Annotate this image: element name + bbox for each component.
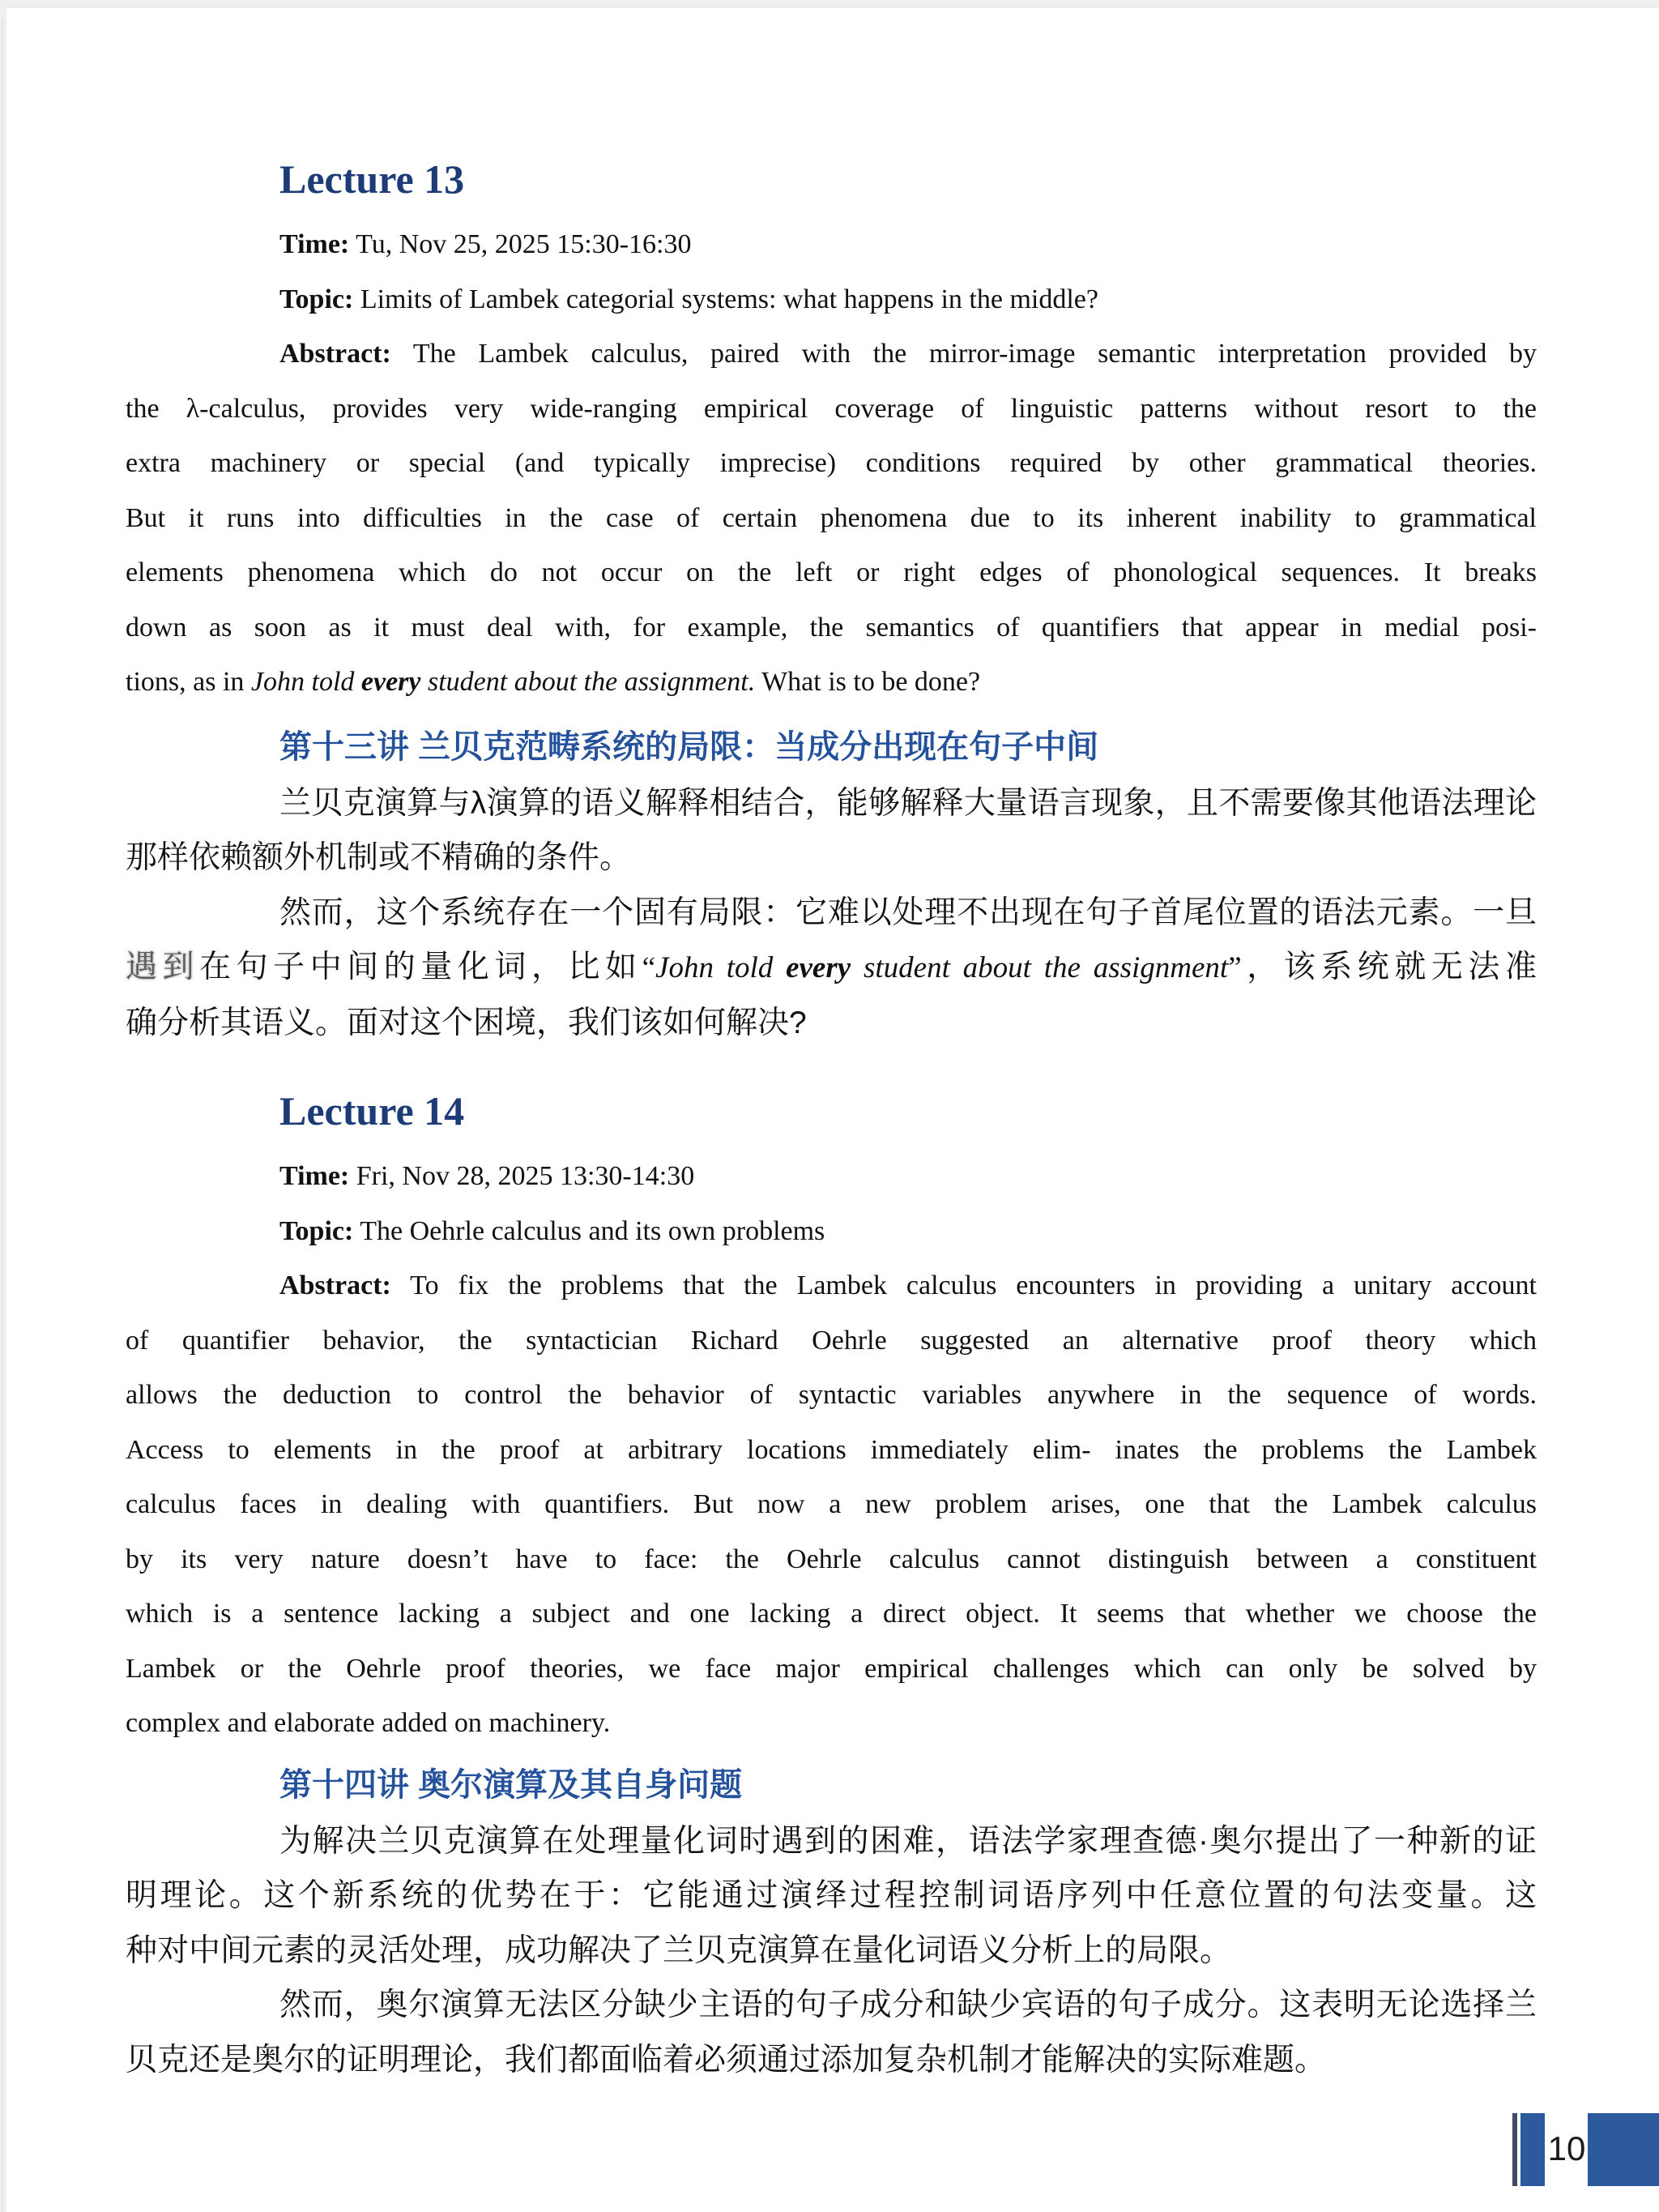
text-segment: tions, as in: [126, 667, 251, 697]
lecture-section-14: [126, 1086, 1537, 2087]
text-segment: 贝克还是奥尔的证明理论，我们都面临着必须通过添加复杂机制才能解决的实际难题。: [126, 2042, 1327, 2077]
text-segment: 然而，奥尔演算无法区分缺少主语的句子成分和缺少宾语的句子成分。这表明无论选择兰: [279, 1988, 1537, 2022]
text-line: [126, 1642, 1537, 1697]
text-line: [126, 1313, 1537, 1369]
text-line: [126, 1868, 1537, 1924]
text-segment: 在句子中间的量化词，比如: [199, 950, 642, 984]
lecture-14-topic-line: [126, 1204, 1537, 1259]
right-edge-accent-bar: [1588, 2113, 1659, 2186]
lecture-14-time-line: [126, 1149, 1537, 1204]
text-segment: Abstract:: [279, 339, 391, 369]
text-segment: which is a sentence lacking a subject and one lacking a direct object. It seems that whether we choose the: [126, 1599, 1537, 1629]
thick-accent-bar: [1520, 2113, 1545, 2186]
text-line: [126, 1814, 1537, 1869]
text-segment: by its very nature doesn’t have to face: the Oehrle calculus cannot distinguish between a constituent: [126, 1544, 1537, 1574]
text-segment: 种对中间元素的灵活处理，成功解决了兰贝克演算在量化词语义分析上的局限。: [126, 1932, 1232, 1968]
text-segment: 确分析其语义。面对这个困境，我们该如何解决?: [126, 1005, 807, 1040]
text-line: [126, 382, 1537, 437]
text-line: [126, 436, 1537, 491]
lecture-13-abstract: [126, 327, 1537, 710]
page-top-edge: [0, 6, 1659, 7]
page-number: 10: [1547, 2129, 1586, 2167]
lecture-13-meta: [126, 217, 1537, 327]
text-segment: of quantifier behavior, the syntactician Richard Oehrle suggested an alternative proof theory which: [126, 1325, 1537, 1356]
text-line: [126, 1532, 1537, 1587]
footer-accent-bars: [6, 2112, 1659, 2186]
text-segment: ，该系统就无法准: [1241, 950, 1537, 984]
lecture-14-abstract: [126, 1258, 1537, 1751]
time-value: Fri, Nov 28, 2025 13:30-14:30: [349, 1161, 695, 1191]
topic-value: The Oehrle calculus and its own problems: [353, 1215, 825, 1246]
text-line: [126, 1696, 1537, 1751]
text-line: [126, 2033, 1537, 2088]
lecture-13-cn-paragraph-2: [126, 886, 1537, 1051]
text-segment: down as soon as it must deal with, for example, the semantics of quantifiers that appear in medial posi-: [126, 612, 1537, 643]
lecture-13-topic-line: [126, 272, 1537, 327]
text-segment: What is to be done?: [755, 667, 981, 697]
text-segment: Abstract:: [279, 1270, 391, 1300]
lecture-13-time-line: [126, 217, 1537, 272]
lecture-14-title: Lecture 14: [279, 1088, 465, 1134]
text-line: [126, 776, 1537, 831]
lecture-14-cn-paragraph-2: [126, 1978, 1537, 2087]
lecture-13-title: Lecture 13: [279, 156, 465, 202]
text-line: [126, 327, 1537, 382]
time-label: Time:: [279, 1161, 350, 1191]
text-segment: complex and elaborate added on machinery.: [126, 1708, 611, 1738]
time-label: Time:: [279, 229, 350, 259]
text-segment: allows the deduction to control the behavior of syntactic variables anywhere in the sequence of words.: [126, 1380, 1537, 1410]
text-line: [126, 545, 1537, 600]
lecture-14-cn-paragraph-1: [126, 1814, 1537, 1979]
text-line: [126, 1258, 1537, 1313]
thin-accent-bar: [1512, 2113, 1517, 2186]
lecture-14-meta: [126, 1149, 1537, 1258]
text-segment: To fix the problems that the Lambek calculus encounters in providing a unitary account: [390, 1270, 1537, 1300]
text-segment: calculus faces in dealing with quantifiers. But now a new problem arises, one that the Lambek calculus: [126, 1489, 1537, 1519]
text-segment: 那样依赖额外机制或不精确的条件。: [126, 840, 632, 875]
text-segment: Lambek or the Oehrle proof theories, we face major empirical challenges which can only be solved by: [126, 1653, 1537, 1684]
lecture-14-cn-section: [126, 1762, 1537, 2088]
topic-value: Limits of Lambek categorial systems: what happens in the middle?: [353, 284, 1098, 314]
text-segment: 然而，这个系统存在一个固有局限：它难以处理不出现在句子首尾位置的语法元素。一旦: [279, 895, 1537, 930]
text-segment: The Lambek calculus, paired with the mirror-image semantic interpretation provided by: [390, 339, 1537, 369]
text-segment: every: [786, 951, 851, 984]
lecture-13-cn-section: [126, 724, 1537, 1051]
document-page-surface: [6, 8, 1659, 2212]
text-segment: ”: [1228, 951, 1242, 984]
text-line: [126, 1978, 1537, 2033]
text-line: [126, 600, 1537, 655]
lecture-section-13: [126, 154, 1537, 1050]
text-line: [126, 1477, 1537, 1532]
text-segment: 为解决兰贝克演算在处理量化词时遇到的困难，语法学家理查德·奥尔提出了一种新的证: [279, 1823, 1537, 1859]
text-segment: student about the assignment.: [420, 667, 756, 697]
topic-label: Topic:: [279, 284, 354, 314]
lecture-13-cn-heading: 第十三讲 兰贝克范畴系统的局限：当成分出现在句子中间: [279, 728, 1099, 765]
text-line: [126, 940, 1537, 996]
text-segment: student about the assignment: [851, 951, 1229, 984]
text-line: [126, 1924, 1537, 1979]
text-segment: 兰贝克演算与λ演算的语义解释相结合，能够解释大量语言现象，且不需要像其他语法理论: [279, 785, 1537, 821]
text-segment: elements phenomena which do not occur on the left or right edges of phonological sequences. It breaks: [126, 557, 1537, 587]
text-segment: 遇到: [126, 950, 200, 984]
text-line: [126, 655, 1537, 710]
text-segment: John told: [655, 951, 787, 984]
text-segment: Access to elements in the proof at arbitrary locations immediately elim- inates the problems the Lambek: [126, 1434, 1537, 1465]
text-line: [126, 1368, 1537, 1423]
text-segment: every: [360, 667, 421, 697]
text-segment: extra machinery or special (and typically imprecise) conditions required by other grammatical theories.: [126, 448, 1537, 478]
text-line: [126, 886, 1537, 941]
time-value: Tu, Nov 25, 2025 15:30-16:30: [349, 229, 692, 259]
page-left-edge: [2, 19, 3, 2212]
text-segment: John told: [250, 667, 361, 697]
text-segment: the λ-calculus, provides very wide-ranging empirical coverage of linguistic patterns without resort to the: [126, 393, 1537, 424]
text-line: [126, 1586, 1537, 1642]
lecture-13-cn-paragraph-1: [126, 776, 1537, 886]
text-segment: But it runs into difficulties in the case of certain phenomena due to its inherent inability to grammatical: [126, 502, 1537, 533]
text-line: [126, 1423, 1537, 1478]
page-content: [126, 154, 1537, 2087]
text-segment: “: [642, 951, 656, 984]
text-line: [126, 491, 1537, 546]
topic-label: Topic:: [279, 1215, 354, 1246]
lecture-14-cn-heading: 第十四讲 奥尔演算及其自身问题: [279, 1766, 743, 1803]
text-line: [126, 831, 1537, 886]
text-line: [126, 996, 1537, 1051]
text-segment: 明理论。这个新系统的优势在于：它能通过演绎过程控制词语序列中任意位置的句法变量。这: [126, 1878, 1537, 1913]
